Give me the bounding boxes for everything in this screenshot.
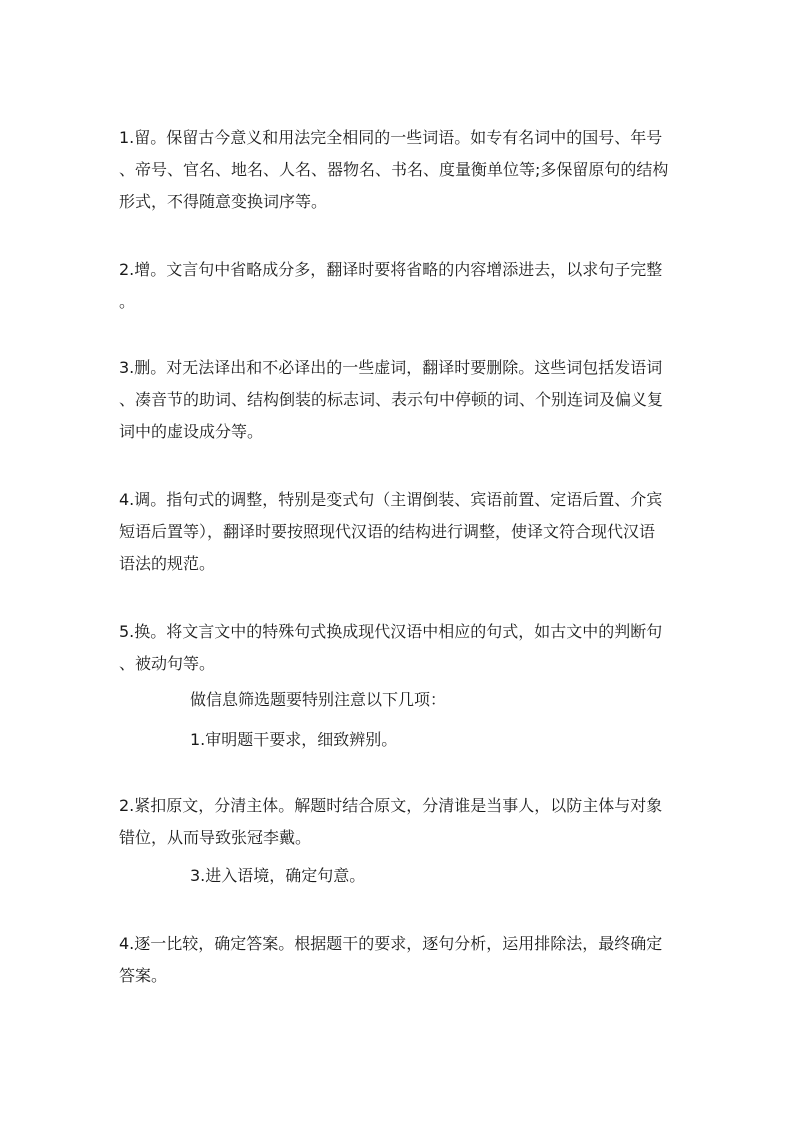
text-line: 答案。 [119,966,168,985]
text-line: 词中的虚设成分等。 [119,422,264,441]
text-line: 4.逐一比较，确定答案。根据题干的要求，逐句分析，运用排除法，最终确定 [119,934,663,953]
text-line: 。 [119,292,136,311]
text-line: 、帝号、官名、地名、人名、器物名、书名、度量衡单位等;多保留原句的结构 [119,160,669,179]
text-line: 形式，不得随意变换词序等。 [119,192,328,211]
text-line: 做信息筛选题要特别注意以下几项： [190,690,447,709]
text-line: 2.增。文言句中省略成分多，翻译时要将省略的内容增添进去，以求句子完整 [119,260,663,279]
text-line: 错位，从而导致张冠李戴。 [119,828,312,847]
paragraph-1-liu [119,122,679,218]
text-line: 4.调。指句式的调整，特别是变式句（主谓倒装、宾语前置、定语后置、介宾 [119,490,663,509]
tip-1 [190,724,670,756]
paragraph-3-shan [119,352,679,448]
text-line: 2.紧扣原文，分清主体。解题时结合原文，分清谁是当事人，以防主体与对象 [119,796,663,815]
tip-2 [119,790,679,854]
text-line: 、被动句等。 [119,654,216,673]
text-line: 语法的规范。 [119,554,216,573]
text-line: 、凑音节的助词、结构倒装的标志词、表示句中停顿的词、个别连词及偏义复 [119,390,664,409]
paragraph-5-huan [119,616,679,680]
tip-4 [119,928,679,992]
tip-3 [190,860,670,892]
text-line: 3.进入语境，确定句意。 [190,866,366,885]
text-line: 1.留。保留古今意义和用法完全相同的一些词语。如专有名词中的国号、年号 [119,128,663,147]
section-heading [190,684,670,716]
text-line: 1.审明题干要求，细致辨别。 [190,730,398,749]
paragraph-2-zeng [119,254,679,318]
text-line: 5.换。将文言文中的特殊句式换成现代汉语中相应的句式，如古文中的判断句 [119,622,663,641]
text-line: 3.删。对无法译出和不必译出的一些虚词，翻译时要删除。这些词包括发语词 [119,358,663,377]
paragraph-4-tiao [119,484,679,580]
text-line: 短语后置等），翻译时要按照现代汉语的结构进行调整，使译文符合现代汉语 [119,522,656,541]
